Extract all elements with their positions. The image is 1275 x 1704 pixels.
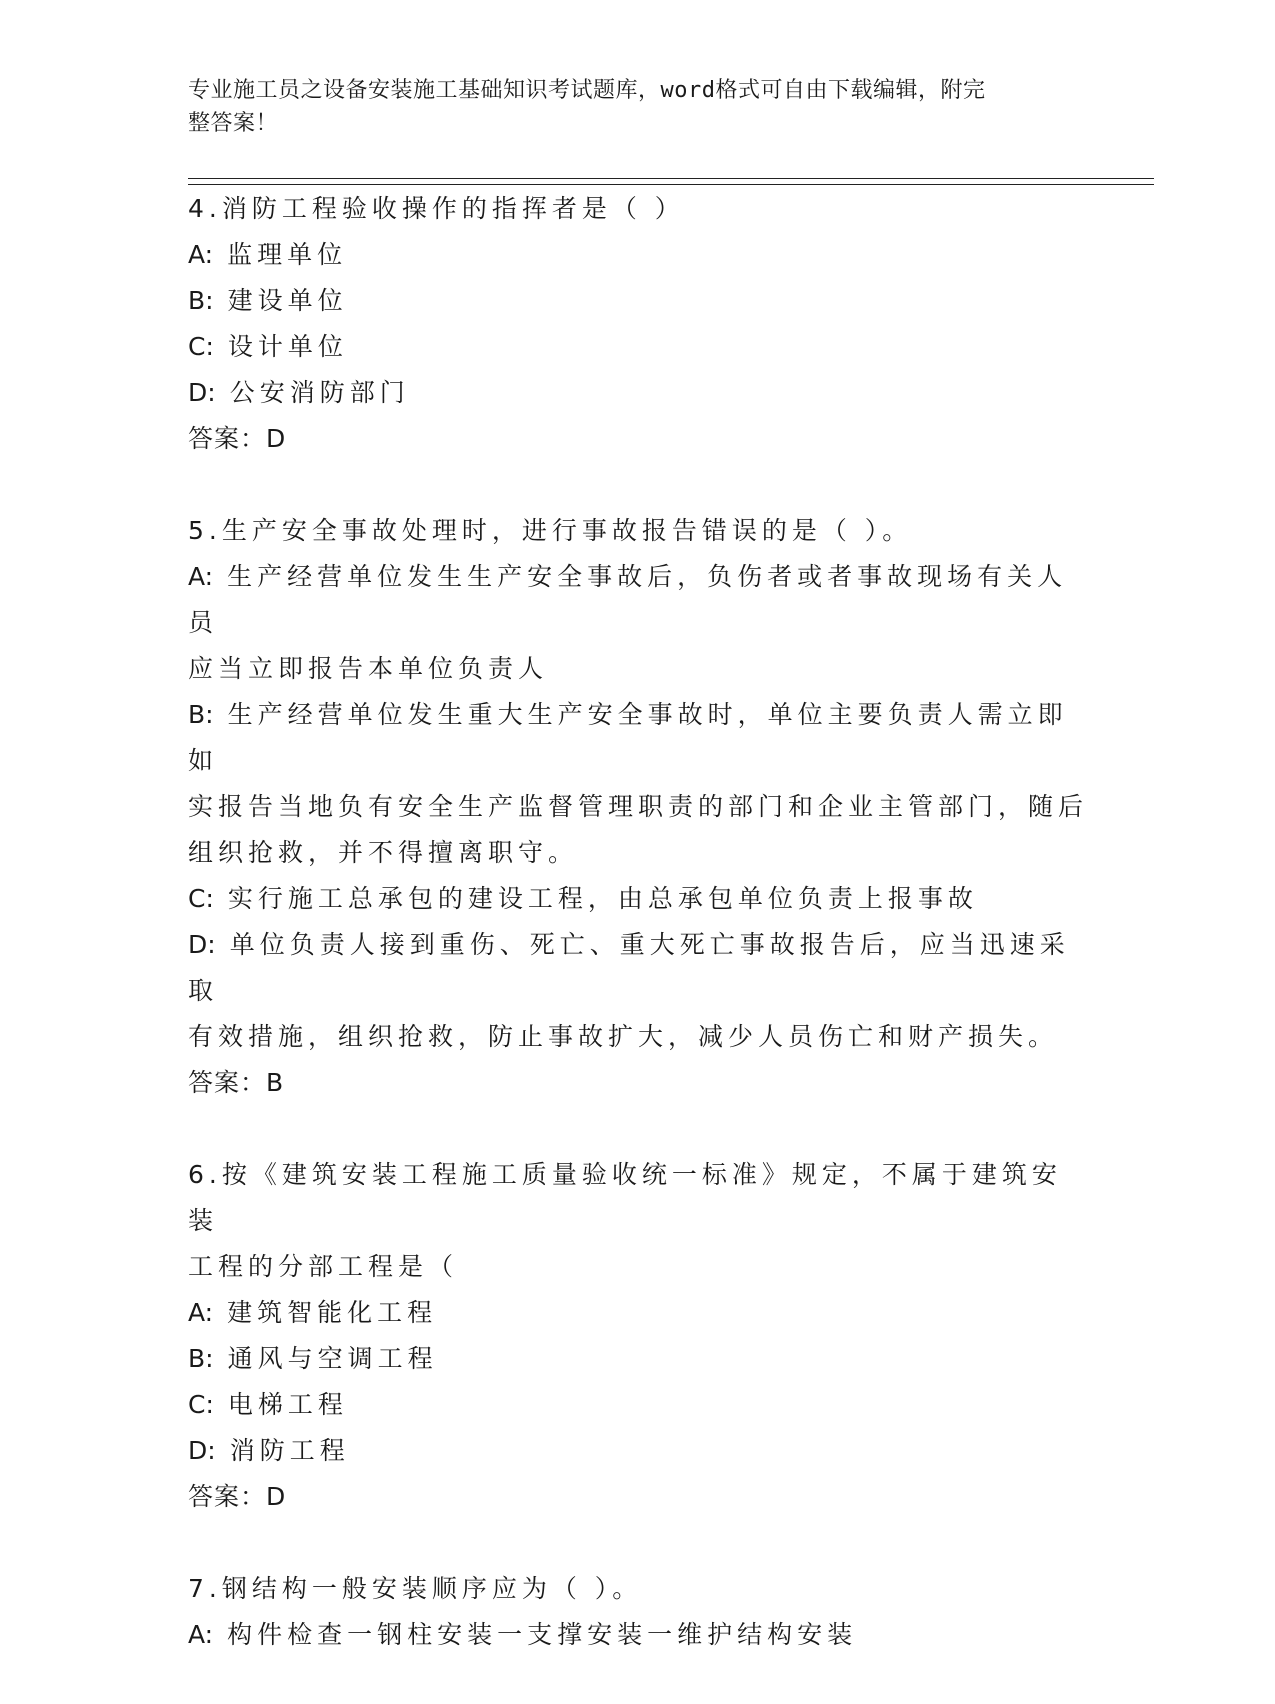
option-line	[188, 1428, 1088, 1474]
question-stem: 4.消防工程验收操作的指挥者是（ ）	[188, 194, 685, 223]
option-key: D:	[188, 1436, 216, 1465]
option-key: A:	[188, 1298, 214, 1327]
option-key: C:	[188, 884, 214, 913]
option-key: C:	[188, 1390, 214, 1419]
option-text: 应当立即报告本单位负责人	[188, 654, 549, 683]
option-line	[188, 876, 1088, 922]
option-line	[188, 1014, 1088, 1060]
option-text: 组织抢救，并不得擅离职守。	[188, 838, 579, 867]
option-line	[188, 922, 1088, 1014]
option-key: D:	[188, 930, 216, 959]
option-text: 实报告当地负有安全生产监督管理职责的部门和企业主管部门，随后	[188, 792, 1089, 821]
option-line	[188, 646, 1088, 692]
option-key: A:	[188, 562, 214, 591]
option-line	[188, 1612, 1088, 1658]
header-line-2: 整答案！	[188, 111, 279, 136]
option-text: 有效措施，组织抢救，防止事故扩大，减少人员伤亡和财产损失。	[188, 1022, 1059, 1051]
option-key: B:	[188, 286, 214, 315]
option-line	[188, 692, 1088, 784]
option-text: 通风与空调工程	[227, 1344, 438, 1373]
option-text: 构件检查一钢柱安装一支撑安装一维护结构安装	[227, 1620, 858, 1649]
option-key: A:	[188, 1620, 214, 1649]
question-block	[188, 508, 1088, 1106]
option-text: 单位负责人接到重伤、死亡、重大死亡事故报告后，应当迅速采取	[188, 930, 1070, 1005]
option-key: C:	[188, 332, 214, 361]
question-list	[188, 186, 1088, 1704]
option-text: 监理单位	[227, 240, 348, 269]
header-line-1: 专业施工员之设备安装施工基础知识考试题库，word格式可自由下载编辑，附完	[188, 78, 986, 103]
option-line	[188, 830, 1088, 876]
option-key: A:	[188, 240, 214, 269]
option-key: D:	[188, 378, 216, 407]
option-text: 实行施工总承包的建设工程，由总承包单位负责上报事故	[227, 884, 978, 913]
option-text: 生产经营单位发生生产安全事故后，负伤者或者事故现场有关人员	[188, 562, 1068, 637]
question-stem: 7.钢结构一般安装顺序应为（ ）。	[188, 1574, 643, 1603]
option-text: 消防工程	[229, 1436, 350, 1465]
option-text: 建筑智能化工程	[227, 1298, 438, 1327]
option-text: 设计单位	[227, 332, 348, 361]
option-line	[188, 1290, 1088, 1336]
question-stem: 5.生产安全事故处理时，进行事故报告错误的是（ ）。	[188, 516, 913, 545]
header-divider-bottom	[188, 184, 1154, 185]
option-line	[188, 324, 1088, 370]
question-stem: 6.按《建筑安装工程施工质量验收统一标准》规定，不属于建筑安装	[188, 1160, 1062, 1235]
question-stem: 工程的分部工程是（	[188, 1252, 459, 1281]
option-key: B:	[188, 1344, 214, 1373]
option-line	[188, 554, 1088, 646]
option-text: 建设单位	[227, 286, 348, 315]
option-line	[188, 784, 1088, 830]
option-text: 生产经营单位发生重大生产安全事故时，单位主要负责人需立即如	[188, 700, 1068, 775]
document-header	[188, 74, 1068, 140]
option-line	[188, 1382, 1088, 1428]
option-line	[188, 232, 1088, 278]
question-block	[188, 1152, 1088, 1520]
answer-line: 答案：D	[188, 424, 287, 453]
question-block	[188, 1566, 1088, 1658]
answer-line: 答案：D	[188, 1482, 287, 1511]
option-text: 电梯工程	[227, 1390, 348, 1419]
option-line	[188, 278, 1088, 324]
header-divider-top	[188, 178, 1154, 179]
option-key: B:	[188, 700, 214, 729]
option-text: 公安消防部门	[229, 378, 410, 407]
option-line	[188, 370, 1088, 416]
question-block	[188, 186, 1088, 462]
option-line	[188, 1336, 1088, 1382]
answer-line: 答案：B	[188, 1068, 285, 1097]
